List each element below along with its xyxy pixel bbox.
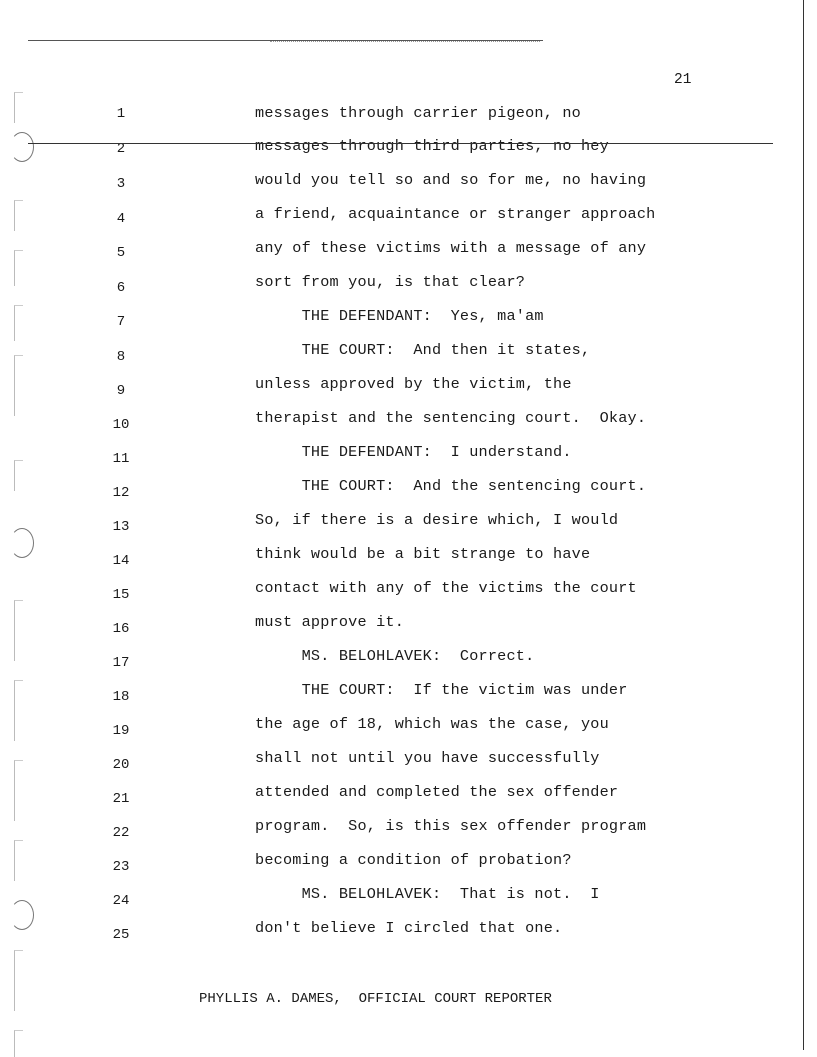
margin-tab: [14, 355, 23, 416]
line-text: attended and completed the sex offender: [255, 783, 619, 801]
line-number: 4: [116, 211, 126, 227]
line-text: contact with any of the victims the court: [255, 579, 637, 597]
line-text: THE COURT: And then it states,: [255, 341, 591, 359]
line-number: 25: [112, 927, 130, 943]
line-text: MS. BELOHLAVEK: Correct.: [255, 647, 535, 665]
punch-hole: [10, 900, 34, 930]
line-number: 23: [112, 859, 130, 875]
line-text: sort from you, is that clear?: [255, 273, 526, 291]
punch-hole: [10, 132, 34, 162]
line-text: messages through third parties, no hey: [255, 137, 609, 155]
line-number: 21: [112, 791, 130, 807]
top-rule-faint: [270, 41, 540, 42]
line-number: 5: [116, 245, 126, 261]
page-number: 21: [674, 72, 692, 88]
line-number: 24: [112, 893, 130, 909]
line-text: program. So, is this sex offender program: [255, 817, 647, 835]
left-margin: [0, 0, 40, 1056]
margin-tab: [14, 305, 23, 341]
line-text: THE DEFENDANT: Yes, ma'am: [255, 307, 544, 325]
line-text: don't believe I circled that one.: [255, 919, 563, 937]
line-text: messages through carrier pigeon, no: [255, 104, 581, 122]
line-number: 13: [112, 519, 130, 535]
margin-tab: [14, 92, 23, 123]
line-number: 15: [112, 587, 130, 603]
margin-tab: [14, 200, 23, 231]
line-text: any of these victims with a message of any: [255, 239, 647, 257]
line-number: 1: [116, 106, 126, 122]
line-text: MS. BELOHLAVEK: That is not. I: [255, 885, 600, 903]
strikethrough-line: [28, 143, 773, 144]
line-number: 22: [112, 825, 130, 841]
punch-hole: [10, 528, 34, 558]
line-text: shall not until you have successfully: [255, 749, 600, 767]
line-text: becoming a condition of probation?: [255, 851, 572, 869]
line-number: 18: [112, 689, 130, 705]
margin-tab: [14, 600, 23, 661]
margin-tab: [14, 250, 23, 286]
line-number: 6: [116, 280, 126, 296]
line-text: a friend, acquaintance or stranger approach: [255, 205, 656, 223]
margin-tab: [14, 1030, 23, 1057]
margin-tab: [14, 760, 23, 821]
margin-tab: [14, 680, 23, 741]
line-number: 9: [116, 383, 126, 399]
line-number: 12: [112, 485, 130, 501]
line-number: 17: [112, 655, 130, 671]
margin-tab: [14, 460, 23, 491]
margin-tab: [14, 950, 23, 1011]
line-text: unless approved by the victim, the: [255, 375, 572, 393]
line-text: the age of 18, which was the case, you: [255, 715, 609, 733]
line-number: 11: [112, 451, 130, 467]
footer: PHYLLIS A. DAMES, OFFICIAL COURT REPORTER: [199, 991, 552, 1007]
line-number: 20: [112, 757, 130, 773]
line-number: 7: [116, 314, 126, 330]
line-text: THE DEFENDANT: I understand.: [255, 443, 572, 461]
line-number: 3: [116, 176, 126, 192]
margin-tab: [14, 840, 23, 881]
line-text: So, if there is a desire which, I would: [255, 511, 619, 529]
line-number: 10: [112, 417, 130, 433]
line-number: 8: [116, 349, 126, 365]
line-text: must approve it.: [255, 613, 405, 631]
line-number: 2: [116, 141, 126, 157]
line-text: THE COURT: And the sentencing court.: [255, 477, 647, 495]
right-margin-line: [803, 0, 804, 1050]
line-number: 19: [112, 723, 130, 739]
line-text: therapist and the sentencing court. Okay.: [255, 409, 647, 427]
line-text: THE COURT: If the victim was under: [255, 681, 628, 699]
line-text: think would be a bit strange to have: [255, 545, 591, 563]
line-number: 14: [112, 553, 130, 569]
line-number: 16: [112, 621, 130, 637]
line-text: would you tell so and so for me, no having: [255, 171, 647, 189]
